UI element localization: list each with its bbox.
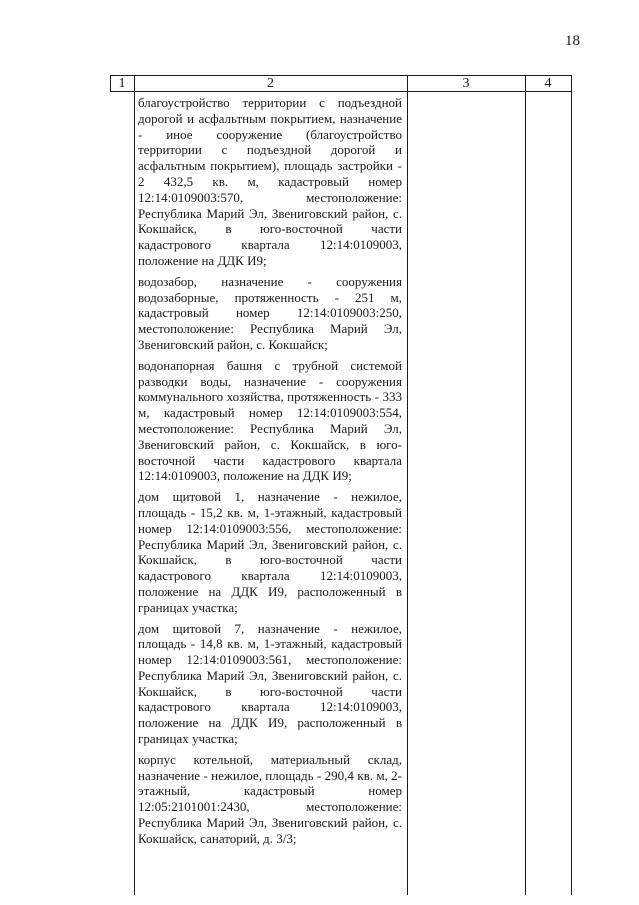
- property-entry: водонапорная башня с трубной системой разводки воды, назначение - сооружения коммунального хозяйства, протяженность - 333 м, кадастровый номер 12:14:0109003:554, местоположение: Республика Марий Эл, Звениговский район, с. Кокшайск, в юго-восточной части кадастрового квартала 12:14:0109003, положение на ДДК И9;: [138, 357, 402, 484]
- column-divider-1: [134, 75, 135, 895]
- property-entry: водозабор, назначение - сооружения водозаборные, протяженность - 251 м, кадастровый номер 12:14:0109003:250, местоположение: Республика Марий Эл, Звениговский район, с. Кокшайск;: [138, 273, 402, 352]
- page-number: 18: [565, 33, 580, 49]
- column-divider-3: [525, 75, 526, 895]
- column-divider-2: [407, 75, 408, 895]
- column-header-2: 2: [267, 76, 274, 91]
- column-header-1: 1: [118, 76, 126, 91]
- column-header-4: 4: [544, 76, 552, 91]
- column-header-3: 3: [462, 76, 470, 91]
- property-entry: корпус котельной, материальный склад, назначение - нежилое, площадь - 290,4 кв. м, 2-этажный, кадастровый номер 12:05:2101001:2430, местоположение: Республика Марий Эл, Звениговский район, с. Кокшайск, санаторий, д. 3/3;: [138, 751, 402, 846]
- property-entry: дом щитовой 7, назначение - нежилое, площадь - 14,8 кв. м, 1-этажный, кадастровый номер 12:14:0109003:561, местоположение: Республика Марий Эл, Звениговский район, с. Кокшайск, в юго-восточной части кадастрового квартала 12:14:0109003, положение на ДДК И9, расположенный в границах участка;: [138, 620, 402, 747]
- table-header-border: [110, 91, 572, 92]
- table-right-border: [571, 75, 572, 895]
- property-entry: благоустройство территории с подъездной дорогой и асфальтным покрытием, назначение - иное сооружение (благоустройство территории с подъездной дорогой и асфальтным покрытием), площадь застройки - 2 432,5 кв. м, кадастровый номер 12:14:0109003:570, местоположение: Республика Марий Эл, Звениговский район, с. Кокшайск, в юго-восточной части кадастрового квартала 12:14:0109003, положение на ДДК И9;: [138, 95, 402, 268]
- property-entry: дом щитовой 1, назначение - нежилое, площадь - 15,2 кв. м, 1-этажный, кадастровый номер 12:14:0109003:556, местоположение: Республика Марий Эл, Звениговский район, с. Кокшайск, в юго-восточной части кадастрового квартала 12:14:0109003, положение на ДДК И9, расположенный в границах участка;: [138, 489, 402, 615]
- property-description-column: [138, 95, 402, 852]
